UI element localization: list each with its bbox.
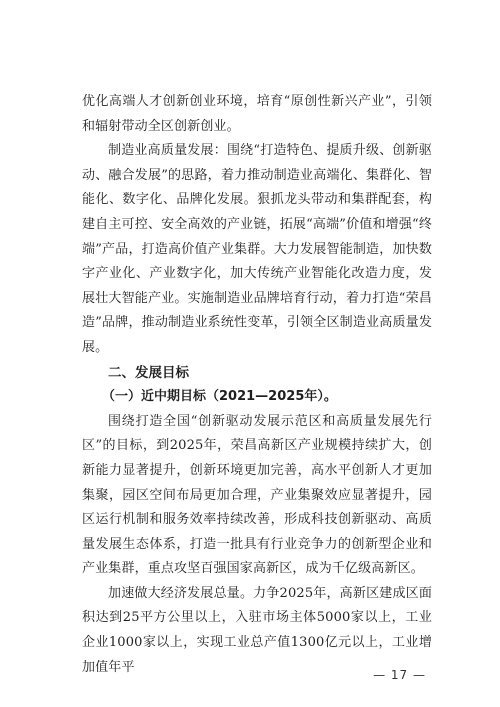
paragraph-economic-scale-targets: 加速做大经济发展总量。力争2025年，高新区建成区面积达到25平方公里以上，入驻市场主体5000家以上，工业企业1000家以上，实现工业总产值1300亿元以上，工业增加值年平 (82, 585, 432, 675)
section-heading-development-goals: 二、发展目标 (108, 364, 189, 381)
subsection-heading-near-term-goals: （一）近中期目标（2021—2025年）。 (102, 389, 337, 405)
page-number: — 17 — (373, 668, 426, 682)
paragraph-manufacturing-development: 制造业高质量发展：围绕“打造特色、提质升级、创新驱动、融合发展”的思路，着力推动制造业高端化、集群化、智能化、数字化、品牌化发展。狠抓龙头带动和集群配套，构建自主可控、安全高效的产业链，拓展“高端”价值和增强“终端”产品，打造高价值产业集群。大力发展智能制造，加快数字产业化、产业数字化，加大传统产业智能化改造力度，发展壮大智能产业。实施制造业品牌培育行动，着力打造“荣昌造”品牌，推动制造业系统性变革，引领全区制造业高质量发展。 (82, 143, 432, 355)
paragraph-near-term-goal-description: 围绕打造全国“创新驱动发展示范区和高质量发展先行区”的目标，到2025年，荣昌高新区产业规模持续扩大，创新能力显著提升，创新环境更加完善，高水平创新人才更加集聚，园区空间布局更加合理，产业集聚效应显著提升，园区运行机制和服务效率持续改善，形成科技创新驱动、高质量发展生态体系，打造一批具有行业竞争力的创新型企业和产业集群，重点攻坚百强国家高新区，成为千亿级高新区。 (82, 413, 432, 577)
document-body (82, 90, 432, 680)
paragraph-innovation-environment: 优化高端人才创新创业环境，培育“原创性新兴产业”，引领和辐射带动全区创新创业。 (82, 94, 432, 134)
